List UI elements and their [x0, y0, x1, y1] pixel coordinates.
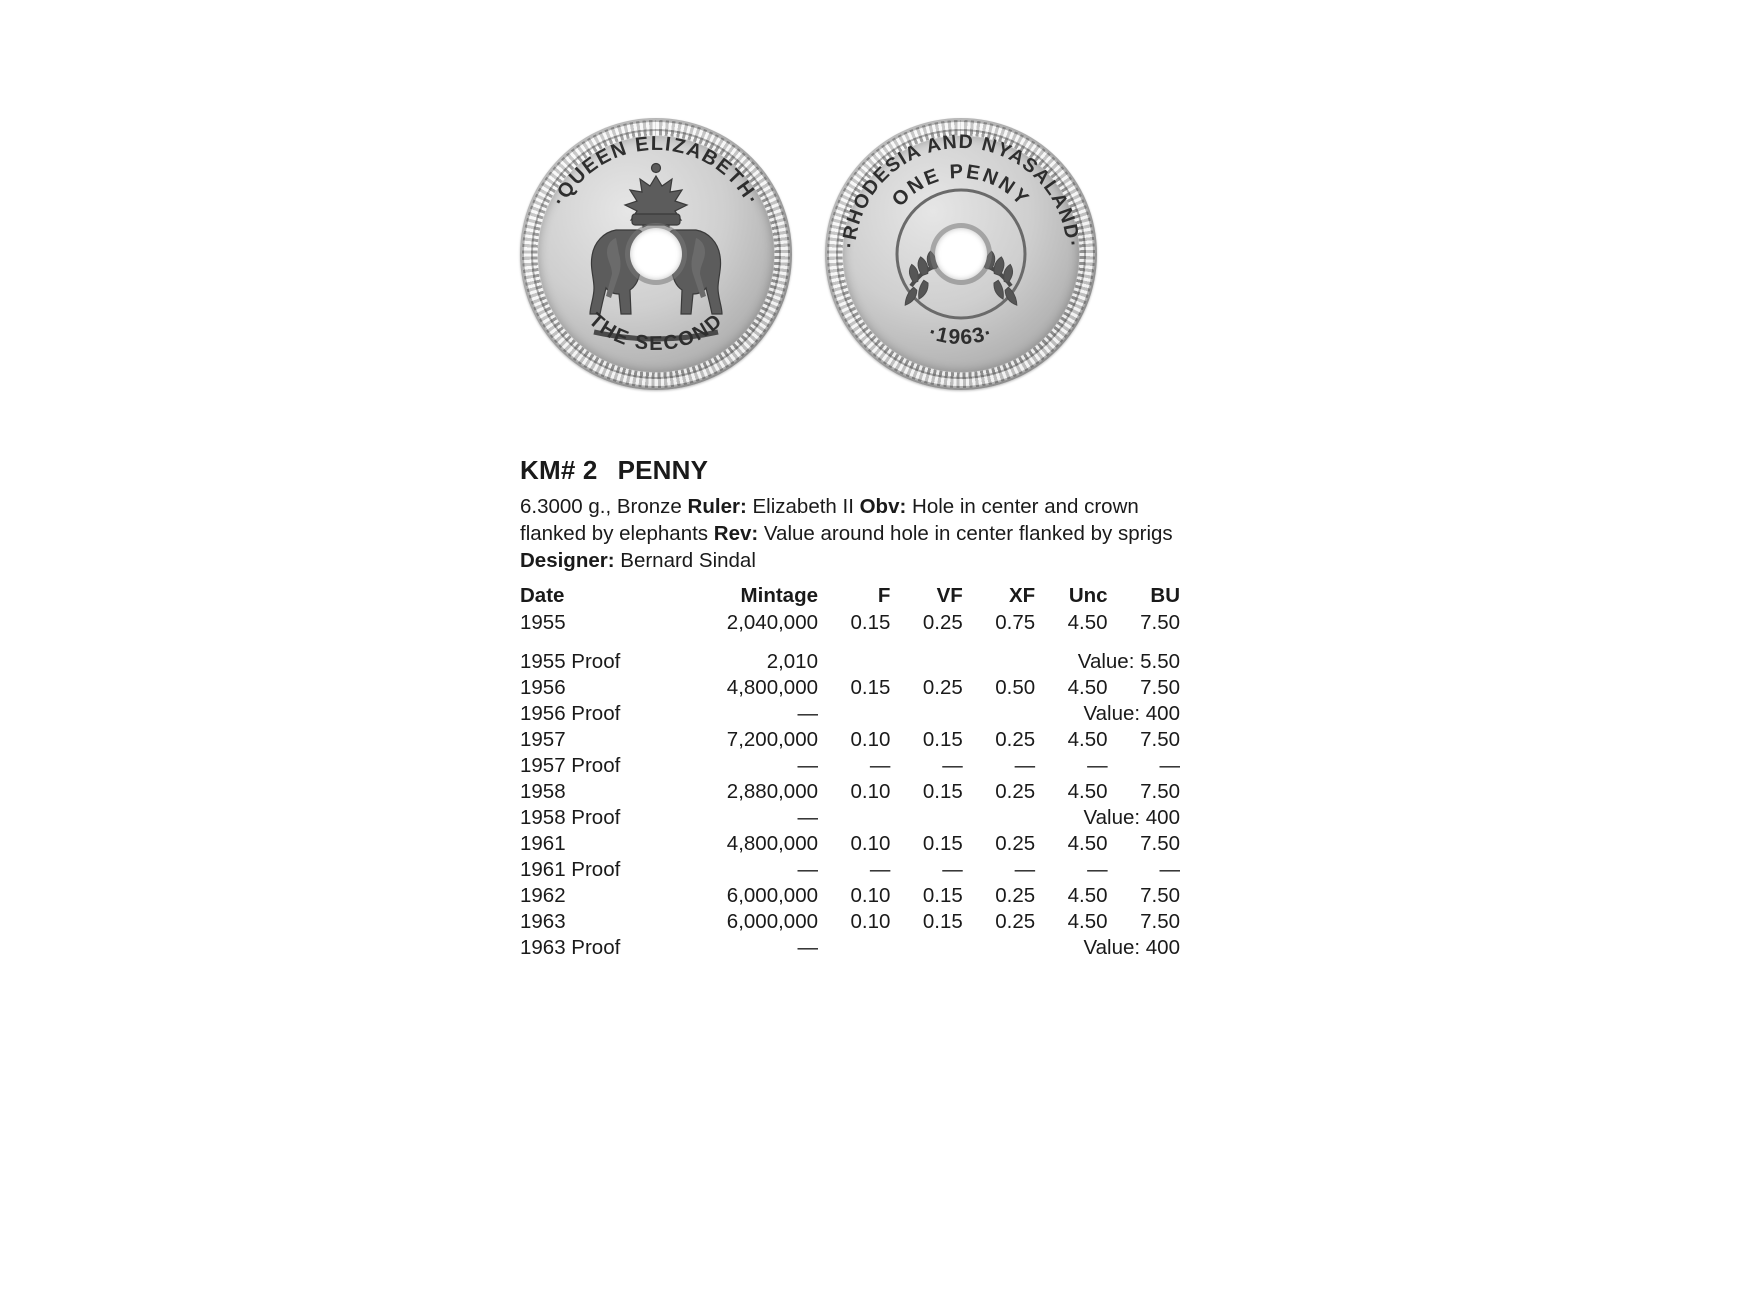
- cell-date: 1961: [520, 832, 566, 855]
- cell-vf: 0.15: [922, 832, 963, 855]
- cell-xf: 0.25: [995, 910, 1036, 933]
- obverse-legend-lower: THE SECOND: [584, 308, 728, 356]
- cell-vf: 0.25: [922, 611, 963, 634]
- cell-xf: 0.25: [995, 780, 1036, 803]
- cell-vf: 0.15: [922, 728, 963, 751]
- table-row: [520, 636, 1180, 675]
- cell-f: 0.10: [850, 728, 891, 751]
- header-unc: Unc: [1068, 584, 1108, 607]
- cell-xf: 0.75: [995, 611, 1036, 634]
- cell-unc: 4.50: [1067, 676, 1108, 699]
- cell-xf: 0.25: [995, 832, 1036, 855]
- cell-bu: —: [1159, 858, 1180, 881]
- cell-mintage: —: [797, 702, 818, 725]
- coin-obverse-center-hole: [630, 228, 682, 280]
- table-row: [520, 831, 1180, 857]
- cell-mintage: 2,040,000: [726, 611, 818, 634]
- cell-mintage: —: [797, 936, 818, 959]
- svg-text:·1963·: [926, 321, 997, 350]
- cell-date: 1958: [520, 780, 566, 803]
- cell-f: —: [869, 858, 891, 881]
- cell-f: 0.10: [850, 910, 891, 933]
- obverse-label: Obv:: [859, 495, 907, 518]
- cell-bu: —: [1159, 754, 1180, 777]
- price-table-body: [520, 610, 1180, 961]
- cell-date: 1958 Proof: [520, 806, 621, 829]
- cell-xf: —: [1014, 858, 1036, 881]
- cell-f: 0.10: [850, 884, 891, 907]
- cell-unc: 4.50: [1067, 884, 1108, 907]
- cell-mintage: 2,010: [766, 650, 818, 673]
- cell-date: 1955: [520, 611, 566, 634]
- cell-vf: 0.15: [922, 910, 963, 933]
- cell-date: 1956: [520, 676, 566, 699]
- table-row: [520, 779, 1180, 805]
- cell-mintage: 6,000,000: [726, 910, 818, 933]
- cell-mintage: 4,800,000: [726, 832, 818, 855]
- header-date: Date: [520, 584, 565, 607]
- table-row: [520, 805, 1180, 831]
- ruler-value: Elizabeth II: [752, 495, 854, 518]
- cell-date: 1957 Proof: [520, 754, 621, 777]
- coin-reverse: [825, 118, 1097, 390]
- table-row: [520, 935, 1180, 961]
- cell-unc: 4.50: [1067, 728, 1108, 751]
- cell-date: 1961 Proof: [520, 858, 621, 881]
- cell-vf: 0.25: [922, 676, 963, 699]
- cell-f: 0.10: [850, 832, 891, 855]
- cell-bu: 7.50: [1140, 780, 1180, 803]
- designer-label: Designer:: [520, 549, 615, 572]
- cell-mintage: 2,880,000: [726, 780, 818, 803]
- entry-specifications: [520, 493, 1180, 574]
- catalog-entry: [520, 455, 1180, 961]
- cell-f: 0.10: [850, 780, 891, 803]
- cell-mintage: —: [797, 754, 818, 777]
- table-row: [520, 610, 1180, 636]
- cell-bu: 7.50: [1140, 910, 1180, 933]
- cell-xf: 0.25: [995, 884, 1036, 907]
- cell-date: 1957: [520, 728, 566, 751]
- cell-bu: 7.50: [1140, 728, 1180, 751]
- cell-mintage: —: [797, 858, 818, 881]
- cell-vf: 0.15: [922, 884, 963, 907]
- cell-mintage: 4,800,000: [726, 676, 818, 699]
- coin-reverse-center-hole: [935, 228, 987, 280]
- coin-obverse: [520, 118, 792, 390]
- cell-proof-value: Value: 400: [1083, 806, 1180, 829]
- reverse-legend-outer: ·RHODESIA AND NYASALAND·: [838, 130, 1084, 250]
- cell-proof-value: Value: 400: [1083, 936, 1180, 959]
- cell-xf: 0.50: [995, 676, 1036, 699]
- cell-mintage: 7,200,000: [726, 728, 818, 751]
- cell-date: 1963: [520, 910, 566, 933]
- cell-mintage: —: [797, 806, 818, 829]
- cell-unc: —: [1087, 754, 1108, 777]
- cell-proof-value: Value: 5.50: [1077, 650, 1180, 673]
- table-row: [520, 727, 1180, 753]
- cell-proof-value: Value: 400: [1083, 702, 1180, 725]
- cell-date: 1955 Proof: [520, 650, 621, 673]
- cell-xf: —: [1014, 754, 1036, 777]
- table-row: [520, 883, 1180, 909]
- cell-xf: 0.25: [995, 728, 1036, 751]
- coin-obverse-disc: [520, 118, 792, 390]
- header-mintage: Mintage: [740, 584, 818, 607]
- table-row: [520, 909, 1180, 935]
- reverse-legend-inner: ONE PENNY: [887, 160, 1035, 212]
- reverse-label: Rev:: [713, 522, 759, 545]
- table-row: [520, 857, 1180, 883]
- svg-text:ONE PENNY: [888, 161, 1034, 211]
- cell-vf: —: [942, 754, 963, 777]
- cell-f: —: [869, 754, 891, 777]
- reverse-value: Value around hole in center flanked by sprigs: [763, 522, 1173, 545]
- reverse-date: ·1963·: [925, 320, 997, 350]
- cell-vf: —: [942, 858, 963, 881]
- obverse-value: Hole in center and crown flanked by elephants: [520, 495, 1139, 545]
- cell-date: 1962: [520, 884, 566, 907]
- header-vf: VF: [936, 584, 963, 607]
- obverse-legend-outer: ·QUEEN ELIZABETH·: [548, 132, 764, 210]
- km-number: KM# 2: [520, 455, 598, 485]
- coin-images: [520, 118, 1160, 398]
- ruler-label: Ruler:: [687, 495, 747, 518]
- denomination: PENNY: [617, 455, 709, 485]
- cell-unc: 4.50: [1067, 832, 1108, 855]
- price-table: [520, 584, 1180, 961]
- table-row: [520, 753, 1180, 779]
- header-xf: XF: [1008, 584, 1036, 607]
- cell-bu: 7.50: [1140, 884, 1180, 907]
- cell-vf: 0.15: [922, 780, 963, 803]
- cell-unc: 4.50: [1067, 910, 1108, 933]
- table-row: [520, 701, 1180, 727]
- header-f: F: [877, 584, 891, 607]
- table-row: [520, 675, 1180, 701]
- cell-unc: 4.50: [1067, 780, 1108, 803]
- cell-date: 1963 Proof: [520, 936, 621, 959]
- cell-unc: 4.50: [1067, 611, 1108, 634]
- cell-mintage: 6,000,000: [726, 884, 818, 907]
- spec-weight-composition: 6.3000 g., Bronze: [520, 495, 682, 518]
- cell-unc: —: [1087, 858, 1108, 881]
- coin-reverse-disc: [825, 118, 1097, 390]
- svg-text:THE SECOND: [584, 309, 727, 355]
- entry-heading: [520, 455, 1180, 486]
- cell-bu: 7.50: [1140, 676, 1180, 699]
- cell-f: 0.15: [850, 676, 891, 699]
- designer-value: Bernard Sindal: [620, 549, 756, 572]
- svg-text:·QUEEN ELIZABETH·: [548, 133, 764, 210]
- cell-f: 0.15: [850, 611, 891, 634]
- header-bu: BU: [1150, 584, 1180, 607]
- table-header-row: [520, 584, 1180, 610]
- cell-date: 1956 Proof: [520, 702, 621, 725]
- cell-bu: 7.50: [1140, 611, 1180, 634]
- cell-bu: 7.50: [1140, 832, 1180, 855]
